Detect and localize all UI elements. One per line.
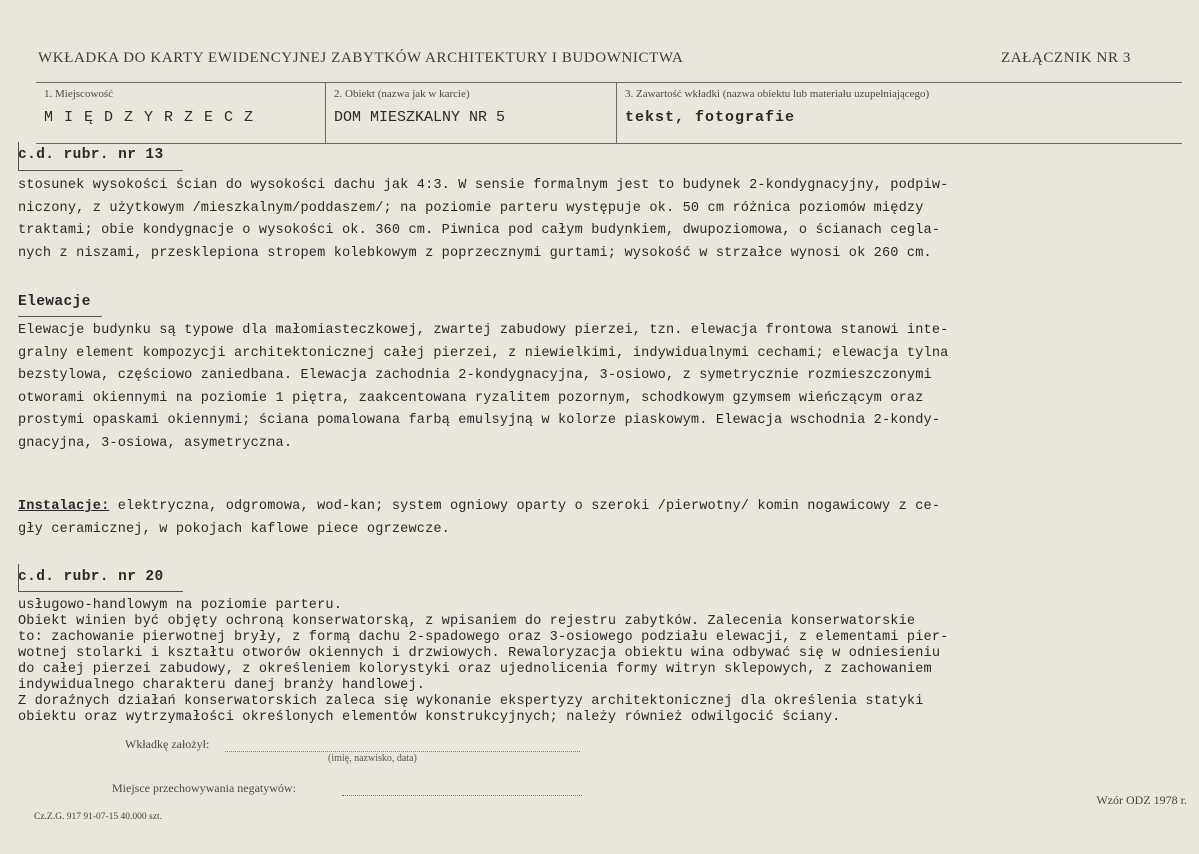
object-label: 2. Obiekt (nazwa jak w karcie) bbox=[334, 88, 470, 100]
locality-label: 1. Miejscowość bbox=[44, 88, 114, 100]
instalacje-text bbox=[18, 496, 1184, 541]
storage-line bbox=[342, 795, 582, 796]
heading-underline bbox=[18, 591, 183, 592]
text-line: niczony, z użytkowym /mieszkalnym/poddaszem/; na poziomie parteru występuje ok. 50 cm różnica poziomów między bbox=[18, 200, 924, 216]
text-line: stosunek wysokości ścian do wysokości dachu jak 4:3. W sensie formalnym jest to budynek 2-kondygnacyjny, podpiw- bbox=[18, 178, 949, 193]
instalacje-label: Instalacje: bbox=[18, 499, 110, 514]
section-heading-elewacje: Elewacje bbox=[18, 294, 91, 310]
content-label: 3. Zawartość wkładki (nazwa obiektu lub materiału uzupełniającego) bbox=[625, 88, 930, 100]
text-line bbox=[18, 496, 1184, 519]
text-line: usługowo-handlowym na poziomie parteru. bbox=[18, 598, 342, 613]
object-cell bbox=[325, 83, 616, 143]
text-line: gnacyjna, 3-osiowa, asymetryczna. bbox=[18, 435, 293, 451]
heading-underline bbox=[18, 170, 183, 171]
heading-underline bbox=[18, 316, 102, 317]
text-line: to: zachowanie pierwotnej bryły, z formą dachu 2-spadowego oraz 3-osiowego podziału elewacji, z elementami pier- bbox=[18, 630, 949, 645]
section-heading-rubr20: c.d. rubr. nr 20 bbox=[18, 569, 164, 585]
text-line: otworami okiennymi na poziomie 1 piętra, zaakcentowana ryzalitem pozornym, schodkowym gzymsem wieńczącym oraz bbox=[18, 390, 924, 406]
created-by-hint: (imię, nazwisko, data) bbox=[328, 753, 417, 764]
object-value: DOM MIESZKALNY NR 5 bbox=[334, 109, 506, 126]
rubr13-text bbox=[18, 175, 1184, 265]
text-line: do całej pierzei zabudowy, z określeniem kolorystyki oraz ujednolicenia formy witryn sklepowych, z zachowaniem bbox=[18, 662, 932, 677]
text-line: Obiekt winien być objęty ochroną konserwatorską, z wpisaniem do rejestru zabytków. Zalecenia konserwatorskie bbox=[18, 614, 916, 629]
text-line: Z doraźnych działań konserwatorskich zaleca się wykonanie ekspertyzy architektonicznej dla określenia statyki bbox=[18, 694, 924, 709]
locality-value: MIĘDZYRZECZ bbox=[44, 109, 265, 126]
text-line: prostymi opaskami okiennymi; ściana pomalowana farbą emulsyjną w kolorze piaskowym. Elewacja wschodnia 2-kondy- bbox=[18, 413, 941, 429]
text-line: Elewacje budynku są typowe dla małomiasteczkowej, zwartej zabudowy pierzei, tzn. elewacja frontowa stanowi inte- bbox=[18, 323, 949, 338]
text-line: traktami; obie kondygnacje o wysokości ok. 360 cm. Piwnica pod całym budynkiem, dwupoziomowa, o ścianach cegla- bbox=[18, 223, 941, 239]
text-line: gły ceramicznej, w pokojach kaflowe piece ogrzewcze. bbox=[18, 521, 450, 537]
attachment-number: ZAŁĄCZNIK NR 3 bbox=[1000, 50, 1131, 66]
content-value: tekst, fotografie bbox=[625, 109, 796, 126]
text-line: nych z niszami, przesklepiona stropem kolebkowym z poprzecznymi gurtami; wysokość w strzałce wynosi ok 260 cm. bbox=[18, 245, 932, 261]
heading-bracket bbox=[18, 142, 19, 171]
content-cell bbox=[616, 83, 1182, 143]
created-by-label: Wkładkę założył: bbox=[125, 737, 210, 751]
print-info: Cz.Z.G. 917 91-07-15 40.000 szt. bbox=[34, 812, 162, 822]
text-line: gralny element kompozycji architektonicznej całej pierzei, z niewielkimi, indywidualnymi cechami; elewacja tylna bbox=[18, 345, 949, 361]
created-by-line bbox=[225, 751, 580, 752]
text-line: wotnej stolarki i kształtu otworów okiennych i drzwiowych. Rewaloryzacja obiektu wina odbywać się w odniesieniu bbox=[18, 646, 941, 661]
text-line: obiektu oraz wytrzymałości określonych elementów konstrukcyjnych; należy również odwilgocić ściany. bbox=[18, 710, 841, 725]
locality-cell bbox=[36, 83, 325, 143]
form-title: WKŁADKA DO KARTY EWIDENCYJNEJ ZABYTKÓW ARCHITEKTURY I BUDOWNICTWA bbox=[38, 50, 684, 66]
header-fields-row bbox=[36, 82, 1182, 144]
template-version: Wzór ODZ 1978 r. bbox=[1096, 793, 1187, 807]
storage-label: Miejsce przechowywania negatywów: bbox=[112, 781, 296, 795]
elewacje-text bbox=[18, 320, 1184, 456]
heading-bracket bbox=[18, 564, 19, 592]
instalacje-line-rest: elektryczna, odgromowa, wod-kan; system ogniowy oparty o szeroki /pierwotny/ komin nogawicowy z ce- bbox=[109, 499, 941, 514]
rubr20-text bbox=[18, 598, 1184, 726]
text-line: bezstylowa, częściowo zaniedbana. Elewacja zachodnia 2-kondygnacyjna, 3-osiowo, z symetrycznie rozmieszczonymi bbox=[18, 368, 932, 384]
text-line: indywidualnego charakteru danej branży handlowej. bbox=[18, 678, 426, 693]
section-heading-rubr13: c.d. rubr. nr 13 bbox=[18, 147, 164, 163]
